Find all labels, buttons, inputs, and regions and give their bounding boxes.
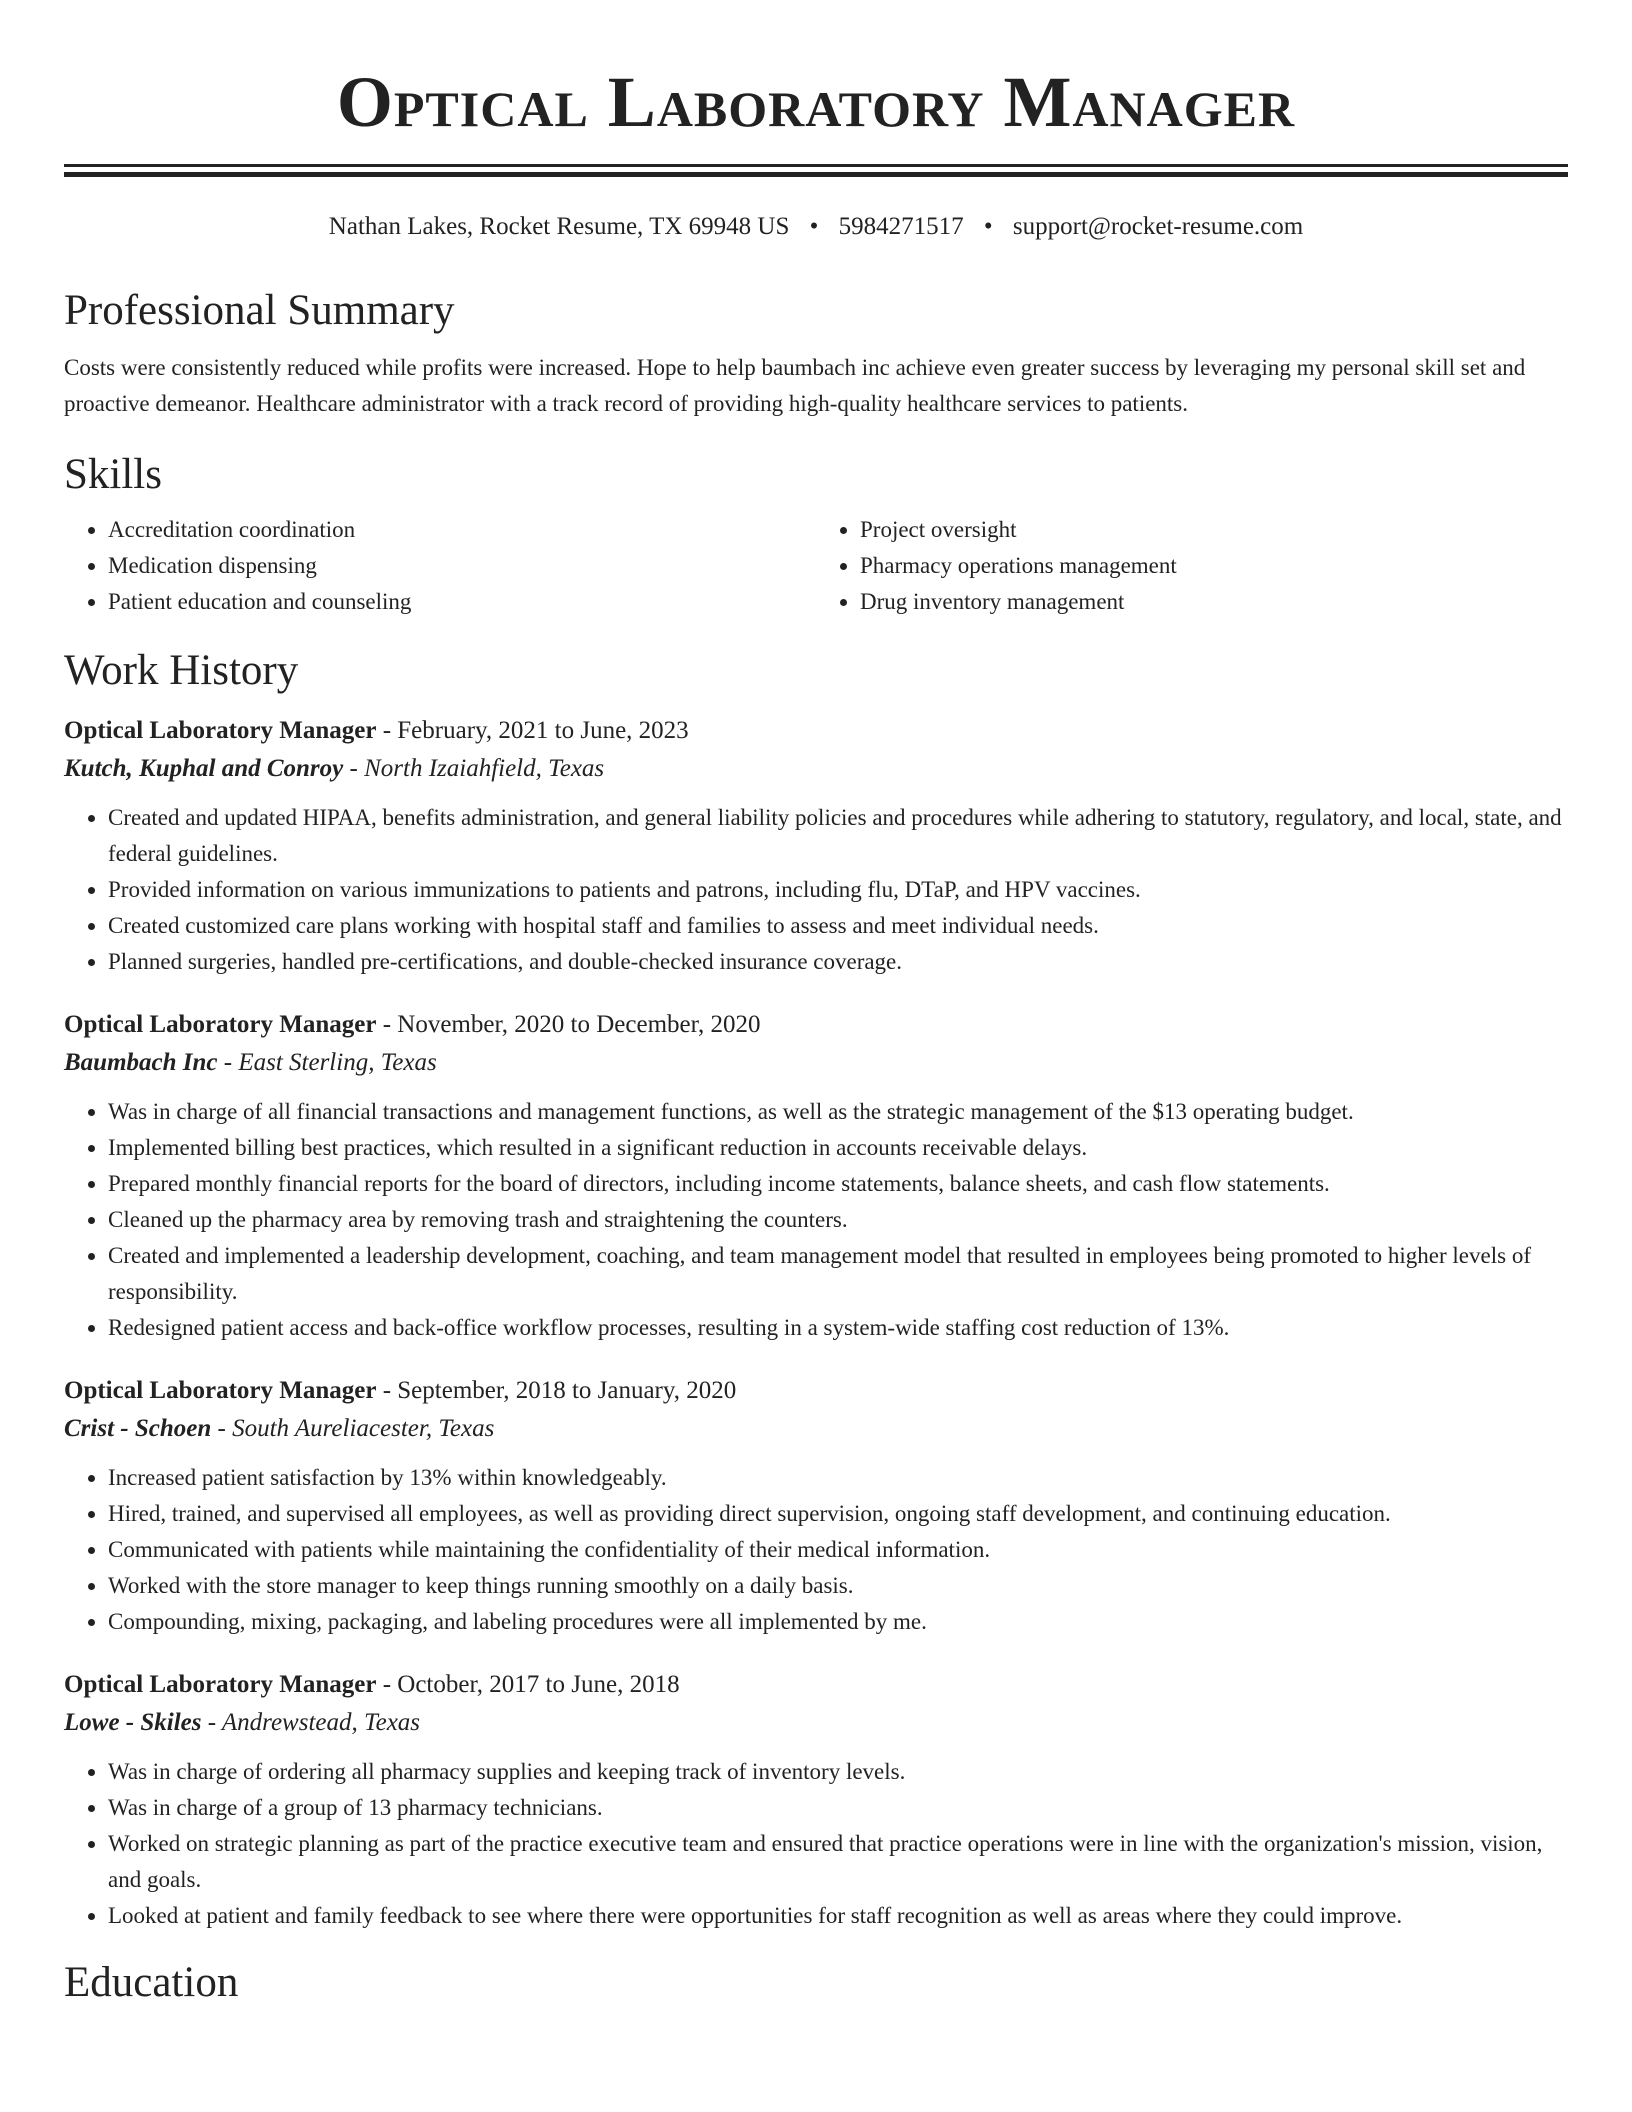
job-bullet: • Created customized care plans working with hospital staff and families to assess and meet individual needs. [108,908,1568,944]
contact-address: Nathan Lakes, Rocket Resume, TX 69948 US [328,213,790,240]
job-bullet: • Looked at patient and family feedback to see where there were opportunities for staff recognition as well as areas where they could improve. [108,1898,1568,1934]
job-bullet: • Communicated with patients while maintaining the confidentiality of their medical information. [108,1532,1568,1568]
resume-title: Optical Laboratory Manager [336,62,1296,142]
job-bullet: • Planned surgeries, handled pre-certifications, and double-checked insurance coverage. [108,944,1568,980]
summary-text: Costs were consistently reduced while profits were increased. Hope to help baumbach inc achieve even greater success by leveraging my personal skill set and proactive demeanor. Healthcare administrator with a track record of providing high-quality healthcare services to patients. [64,355,1526,416]
job-bullet: • Increased patient satisfaction by 13% within knowledgeably. [108,1460,1568,1496]
job-dash: - [376,1377,398,1404]
skill-item: • Project oversight [860,512,1568,548]
job-bullet: • Cleaned up the pharmacy area by removing trash and straightening the counters. [108,1202,1568,1238]
skills-list-right [816,512,1568,620]
job-bullet: • Was in charge of all financial transactions and management functions, as well as the strategic management of the $13 operating budget. [108,1094,1568,1130]
job-company: Crist - Schoen [64,1415,212,1442]
skill-item: • Accreditation coordination [108,512,816,548]
job-bullet: • Prepared monthly financial reports for the board of directors, including income statements, balance sheets, and cash flow statements. [108,1166,1568,1202]
job-bullet: • Was in charge of a group of 13 pharmacy technicians. [108,1790,1568,1826]
job-bullet: • Worked with the store manager to keep things running smoothly on a daily basis. [108,1568,1568,1604]
job-location: Andrewstead, Texas [221,1709,421,1736]
work-history-heading: Work History [64,647,299,694]
job-bullet: • Created and implemented a leadership development, coaching, and team management model that resulted in employees being promoted to higher levels of responsibility. [108,1238,1568,1310]
job-company-line [64,1704,1568,1742]
contact-phone: 5984271517 [838,213,964,240]
contact-separator: • [983,213,993,240]
job-entry [64,1006,1568,1346]
job-title-line [64,1006,1568,1044]
job-bullets [64,1460,1568,1640]
job-title-line [64,1372,1568,1410]
job-bullet: • Created and updated HIPAA, benefits administration, and general liability policies and procedures while adhering to statutory, regulatory, and local, state, and federal guidelines. [108,800,1568,872]
contact-line [64,210,1568,244]
job-bullets [64,800,1568,980]
job-bullets [64,1094,1568,1346]
job-dash: - [343,755,365,782]
job-company-line [64,750,1568,788]
skills-list-left [64,512,816,620]
skill-item: • Patient education and counseling [108,584,816,620]
job-location: South Aureliacester, Texas [232,1415,495,1442]
title-divider-thin [64,164,1568,167]
job-bullet: • Redesigned patient access and back-office workflow processes, resulting in a system-wide staffing cost reduction of 13%. [108,1310,1568,1346]
job-dates: November, 2020 to December, 2020 [397,1011,761,1038]
summary-heading: Professional Summary [64,287,455,334]
job-title-line [64,1666,1568,1704]
job-company-line [64,1044,1568,1082]
job-company: Baumbach Inc [64,1049,218,1076]
job-bullet: • Compounding, mixing, packaging, and labeling procedures were all implemented by me. [108,1604,1568,1640]
job-location: East Sterling, Texas [238,1049,437,1076]
job-dash: - [217,1049,239,1076]
job-dates: October, 2017 to June, 2018 [397,1671,680,1698]
job-company: Kutch, Kuphal and Conroy [64,755,344,782]
job-location: North Izaiahfield, Texas [364,755,605,782]
job-dash: - [376,1671,398,1698]
job-title: Optical Laboratory Manager [64,717,377,744]
skill-item: • Drug inventory management [860,584,1568,620]
job-title: Optical Laboratory Manager [64,1011,377,1038]
job-entry [64,1666,1568,1934]
skill-item: • Pharmacy operations management [860,548,1568,584]
job-title-line [64,712,1568,750]
job-bullets [64,1754,1568,1934]
job-company-line [64,1410,1568,1448]
job-title: Optical Laboratory Manager [64,1671,377,1698]
title-divider-thick [64,172,1568,177]
job-entry [64,1372,1568,1640]
job-bullet: • Worked on strategic planning as part of the practice executive team and ensured that practice operations were in line with the organization's mission, vision, and goals. [108,1826,1568,1898]
job-bullet: • Provided information on various immunizations to patients and patrons, including flu, DTaP, and HPV vaccines. [108,872,1568,908]
job-title: Optical Laboratory Manager [64,1377,377,1404]
skill-item: • Medication dispensing [108,548,816,584]
job-bullet: • Hired, trained, and supervised all employees, as well as providing direct supervision, ongoing staff development, and continuing education. [108,1496,1568,1532]
job-entry [64,712,1568,980]
contact-separator: • [809,213,819,240]
job-dates: February, 2021 to June, 2023 [397,717,689,744]
job-bullet: • Was in charge of ordering all pharmacy supplies and keeping track of inventory levels. [108,1754,1568,1790]
job-dash: - [201,1709,222,1736]
skills-columns [64,512,1568,620]
contact-email: support@rocket-resume.com [1012,213,1304,240]
job-dash: - [376,717,398,744]
skills-heading: Skills [64,451,162,498]
job-company: Lowe - Skiles [64,1709,202,1736]
job-dash: - [376,1011,398,1038]
job-dash: - [211,1415,233,1442]
job-dates: September, 2018 to January, 2020 [397,1377,737,1404]
education-heading: Education [64,1959,239,2006]
job-bullet: • Implemented billing best practices, which resulted in a significant reduction in accounts receivable delays. [108,1130,1568,1166]
